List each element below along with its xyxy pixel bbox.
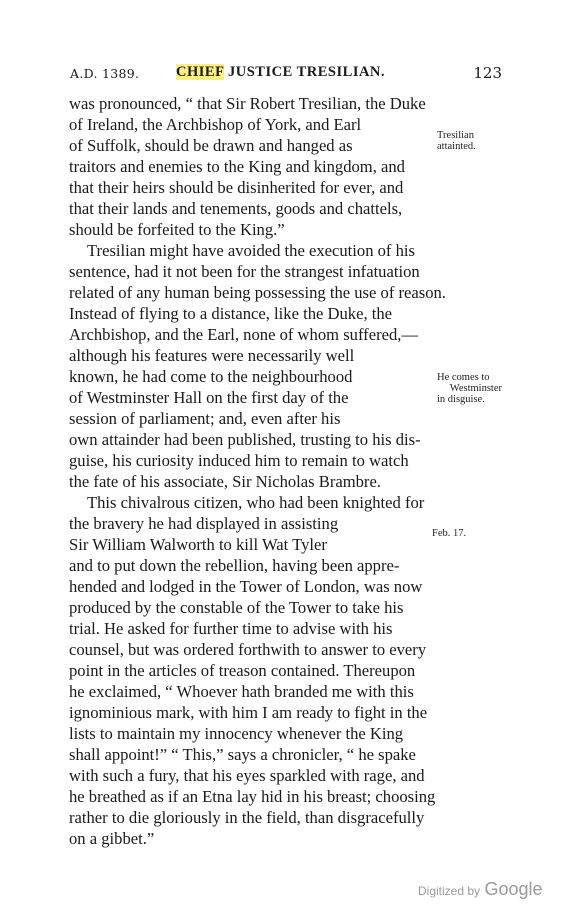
text-line: although his features were necessarily well xyxy=(69,346,355,365)
text-line: sentence, had it not been for the strangest infatuation xyxy=(69,262,420,281)
text-line: trial. He asked for further time to advise with his xyxy=(69,619,393,638)
margin-note-line: attainted. xyxy=(437,141,476,152)
text-line: rather to die gloriously in the field, than disgracefully xyxy=(69,808,425,827)
text-line: Instead of flying to a distance, like the Duke, the xyxy=(69,304,393,323)
margin-note-westminster xyxy=(437,372,502,405)
text-line: Sir William Walworth to kill Wat Tyler xyxy=(69,535,327,554)
text-line: was pronounced, “ that Sir Robert Tresilian, the Duke xyxy=(69,94,426,113)
text-line: guise, his curiosity induced him to remain to watch xyxy=(69,451,409,470)
margin-note-line: He comes to xyxy=(437,372,490,383)
margin-note-line: Feb. 17. xyxy=(432,528,467,539)
text-line: Tresilian might have avoided the execution of his xyxy=(87,241,415,260)
watermark-prefix: Digitized by xyxy=(418,884,481,898)
text-line: of Westminster Hall on the first day of the xyxy=(69,388,349,407)
margin-note-date xyxy=(432,528,466,539)
text-line: that their heirs should be disinherited for ever, and xyxy=(69,178,404,197)
watermark-brand: Google xyxy=(484,879,543,899)
margin-note-line: Tresilian xyxy=(437,130,474,141)
text-line: point in the articles of treason contained. Thereupon xyxy=(69,661,416,680)
page-number: 123 xyxy=(473,64,502,82)
text-line: own attainder had been published, trusting to his dis- xyxy=(69,430,421,449)
margin-note-line: in disguise. xyxy=(437,394,485,405)
text-line: the bravery he had displayed in assisting xyxy=(69,514,339,533)
text-line: session of parliament; and, even after his xyxy=(69,409,341,428)
text-line: known, he had come to the neighbourhood xyxy=(69,367,353,386)
margin-note-attainted xyxy=(437,130,476,152)
text-line: related of any human being possessing the use of reason. xyxy=(69,283,446,302)
text-line: hended and lodged in the Tower of London, was now xyxy=(69,577,423,596)
text-line: the fate of his associate, Sir Nicholas Brambre. xyxy=(69,472,381,491)
text-line: ignominious mark, with him I am ready to fight in the xyxy=(69,703,428,722)
highlighted-word: CHIEF xyxy=(176,64,224,80)
text-line: lists to maintain my innocency whenever the King xyxy=(69,724,404,743)
text-line: Archbishop, and the Earl, none of whom suffered,— xyxy=(69,325,418,344)
text-line: of Suffolk, should be drawn and hanged as xyxy=(69,136,353,155)
header-title-rest: JUSTICE TRESILIAN. xyxy=(223,64,386,80)
text-line: he breathed as if an Etna lay hid in his breast; choosing xyxy=(69,787,436,806)
text-line: traitors and enemies to the King and kingdom, and xyxy=(69,157,405,176)
margin-note-line: Westminster xyxy=(449,383,502,394)
header-year: A.D. 1389. xyxy=(70,66,140,81)
header-title xyxy=(176,64,385,81)
running-header xyxy=(70,64,502,84)
text-line: he exclaimed, “ Whoever hath branded me with this xyxy=(69,682,414,701)
text-line: shall appoint!” “ This,” says a chronicler, “ he spake xyxy=(69,745,416,764)
text-line: This chivalrous citizen, who had been knighted for xyxy=(87,493,425,512)
text-line: counsel, but was ordered forthwith to answer to every xyxy=(69,640,427,659)
text-line: produced by the constable of the Tower to take his xyxy=(69,598,404,617)
digitization-watermark xyxy=(418,879,543,900)
text-line: with such a fury, that his eyes sparkled with rage, and xyxy=(69,766,425,785)
text-line: of Ireland, the Archbishop of York, and Earl xyxy=(69,115,362,134)
text-line: that their lands and tenements, goods and chattels, xyxy=(69,199,403,218)
text-line: on a gibbet.” xyxy=(69,829,155,848)
text-line: and to put down the rebellion, having been appre- xyxy=(69,556,400,575)
text-line: should be forfeited to the King.” xyxy=(69,220,285,239)
